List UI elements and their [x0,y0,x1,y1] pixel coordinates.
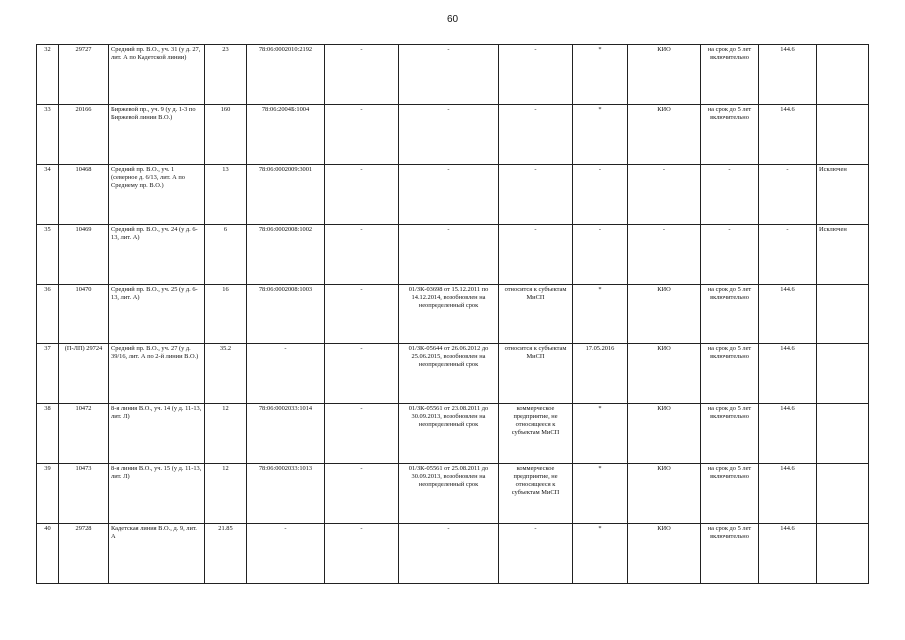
object-area-cell: 160 [205,104,247,164]
row-number-cell: 34 [37,164,59,224]
table-row [37,164,869,224]
cadastral-number-cell: 78:06:0002033:1014 [247,404,325,464]
row-note-cell [817,344,869,404]
rate-value-cell: 144.6 [759,344,817,404]
object-code-cell: 29728 [59,524,109,584]
rate-value-cell: 144.6 [759,464,817,524]
cadastral-number-cell: 78:06:0002008:1003 [247,284,325,344]
object-code-cell: 29727 [59,45,109,105]
lease-term-cell: - [701,224,759,284]
object-code-cell: (П-ЛП) 29724 [59,344,109,404]
column-6-value-cell: - [325,164,399,224]
row-number-cell: 32 [37,45,59,105]
object-code-cell: 10473 [59,464,109,524]
lease-agreement-cell: - [399,45,499,105]
responsible-body-cell: - [628,224,701,284]
tenant-category-cell: - [499,164,573,224]
cadastral-number-cell: 78:06:2004Б:1004 [247,104,325,164]
registry-table [36,44,869,584]
cadastral-number-cell: 78:06:0002010:2192 [247,45,325,105]
row-note-cell [817,404,869,464]
table-row [37,404,869,464]
object-area-cell: 35.2 [205,344,247,404]
rate-value-cell: 144.6 [759,45,817,105]
column-9-value-cell: 17.05.2016 [573,344,628,404]
object-code-cell: 10472 [59,404,109,464]
object-area-cell: 13 [205,164,247,224]
row-number-cell: 40 [37,524,59,584]
row-note-cell [817,284,869,344]
table-row [37,104,869,164]
tenant-category-cell: - [499,224,573,284]
rate-value-cell: 144.6 [759,104,817,164]
responsible-body-cell: КИО [628,45,701,105]
lease-term-cell: на срок до 5 лет включительно [701,344,759,404]
responsible-body-cell: КИО [628,284,701,344]
rate-value-cell: - [759,224,817,284]
responsible-body-cell: - [628,164,701,224]
column-6-value-cell: - [325,404,399,464]
column-9-value-cell: * [573,404,628,464]
cadastral-number-cell: 78:06:0002033:1013 [247,464,325,524]
row-number-cell: 35 [37,224,59,284]
cadastral-number-cell: - [247,344,325,404]
table-row [37,224,869,284]
rate-value-cell: - [759,164,817,224]
row-note-cell [817,524,869,584]
column-9-value-cell: * [573,524,628,584]
object-area-cell: 6 [205,224,247,284]
object-code-cell: 10469 [59,224,109,284]
object-address-cell: Средний пр. В.О., уч. 27 (у д. 39/16, лит. А по 2-й линии В.О.) [109,344,205,404]
lease-term-cell: на срок до 5 лет включительно [701,524,759,584]
lease-term-cell: на срок до 5 лет включительно [701,404,759,464]
tenant-category-cell: - [499,45,573,105]
object-area-cell: 12 [205,404,247,464]
column-6-value-cell: - [325,45,399,105]
responsible-body-cell: КИО [628,344,701,404]
row-note-cell: Исключен [817,164,869,224]
lease-agreement-cell: 01/ЗК-05644 от 26.06.2012 до 25.06.2015, возобновлен на неопределенный срок [399,344,499,404]
object-address-cell: Кадетская линия В.О., д. 9, лит. А [109,524,205,584]
table-row [37,344,869,404]
tenant-category-cell: - [499,104,573,164]
tenant-category-cell: относится к субъектам МиСП [499,344,573,404]
object-address-cell: 8-я линия В.О., уч. 14 (у д. 11-13, лит. Л) [109,404,205,464]
row-note-cell [817,464,869,524]
column-6-value-cell: - [325,464,399,524]
row-number-cell: 36 [37,284,59,344]
table-row [37,464,869,524]
responsible-body-cell: КИО [628,464,701,524]
column-6-value-cell: - [325,104,399,164]
tenant-category-cell: относится к субъектам МиСП [499,284,573,344]
lease-term-cell: на срок до 5 лет включительно [701,104,759,164]
cadastral-number-cell: - [247,524,325,584]
column-6-value-cell: - [325,284,399,344]
object-address-cell: Средний пр. В.О., уч. 24 (у д. 6-13, лит. А) [109,224,205,284]
rate-value-cell: 144.6 [759,524,817,584]
column-9-value-cell: * [573,45,628,105]
tenant-category-cell: коммерческое предприятие, не относящееся к субъектам МиСП [499,404,573,464]
column-6-value-cell: - [325,344,399,404]
table-row [37,45,869,105]
object-address-cell: Средний пр. В.О., уч. 1 (северное д. 6/13, лит. А по Среднему пр. В.О.) [109,164,205,224]
row-number-cell: 38 [37,404,59,464]
lease-agreement-cell: - [399,104,499,164]
lease-agreement-cell: 01/ЗК-05561 от 25.08.2011 до 30.09.2013, возобновлен на неопределенный срок [399,464,499,524]
lease-term-cell: - [701,164,759,224]
lease-term-cell: на срок до 5 лет включительно [701,45,759,105]
rate-value-cell: 144.6 [759,404,817,464]
lease-agreement-cell: - [399,164,499,224]
cadastral-number-cell: 78:06:0002009:3001 [247,164,325,224]
row-number-cell: 37 [37,344,59,404]
table-row [37,524,869,584]
tenant-category-cell: коммерческое предприятие, не относящееся к субъектам МиСП [499,464,573,524]
lease-term-cell: на срок до 5 лет включительно [701,284,759,344]
column-6-value-cell: - [325,524,399,584]
tenant-category-cell: - [499,524,573,584]
object-code-cell: 20166 [59,104,109,164]
row-note-cell [817,104,869,164]
row-note-cell: Исключен [817,224,869,284]
table-row [37,284,869,344]
column-6-value-cell: - [325,224,399,284]
lease-term-cell: на срок до 5 лет включительно [701,464,759,524]
column-9-value-cell: - [573,164,628,224]
object-address-cell: Биржевой пр., уч. 9 (у д. 1-3 по Биржевой линии В.О.) [109,104,205,164]
row-number-cell: 39 [37,464,59,524]
object-code-cell: 10470 [59,284,109,344]
object-address-cell: Средний пр. В.О., уч. 25 (у д. 6-13, лит. А) [109,284,205,344]
cadastral-number-cell: 78:06:0002008:1002 [247,224,325,284]
object-area-cell: 16 [205,284,247,344]
lease-agreement-cell: 01/ЗК-05561 от 23.08.2011 до 30.09.2013, возобновлен на неопределенный срок [399,404,499,464]
column-9-value-cell: * [573,104,628,164]
column-9-value-cell: * [573,464,628,524]
responsible-body-cell: КИО [628,524,701,584]
page-number: 60 [446,14,459,25]
rate-value-cell: 144.6 [759,284,817,344]
lease-agreement-cell: 01/ЗК-03698 от 15.12.2011 по 14.12.2014, возобновлен на неопределенный срок [399,284,499,344]
table-body [37,45,869,584]
object-area-cell: 23 [205,45,247,105]
responsible-body-cell: КИО [628,404,701,464]
object-code-cell: 10468 [59,164,109,224]
row-number-cell: 33 [37,104,59,164]
object-area-cell: 12 [205,464,247,524]
object-address-cell: 8-я линия В.О., уч. 15 (у д. 11-13, лит. Л) [109,464,205,524]
column-9-value-cell: * [573,284,628,344]
row-note-cell [817,45,869,105]
column-9-value-cell: - [573,224,628,284]
lease-agreement-cell: - [399,224,499,284]
responsible-body-cell: КИО [628,104,701,164]
object-address-cell: Средний пр. В.О., уч. 31 (у д. 27, лит. А по Кадетской линии) [109,45,205,105]
lease-agreement-cell: - [399,524,499,584]
object-area-cell: 21.85 [205,524,247,584]
